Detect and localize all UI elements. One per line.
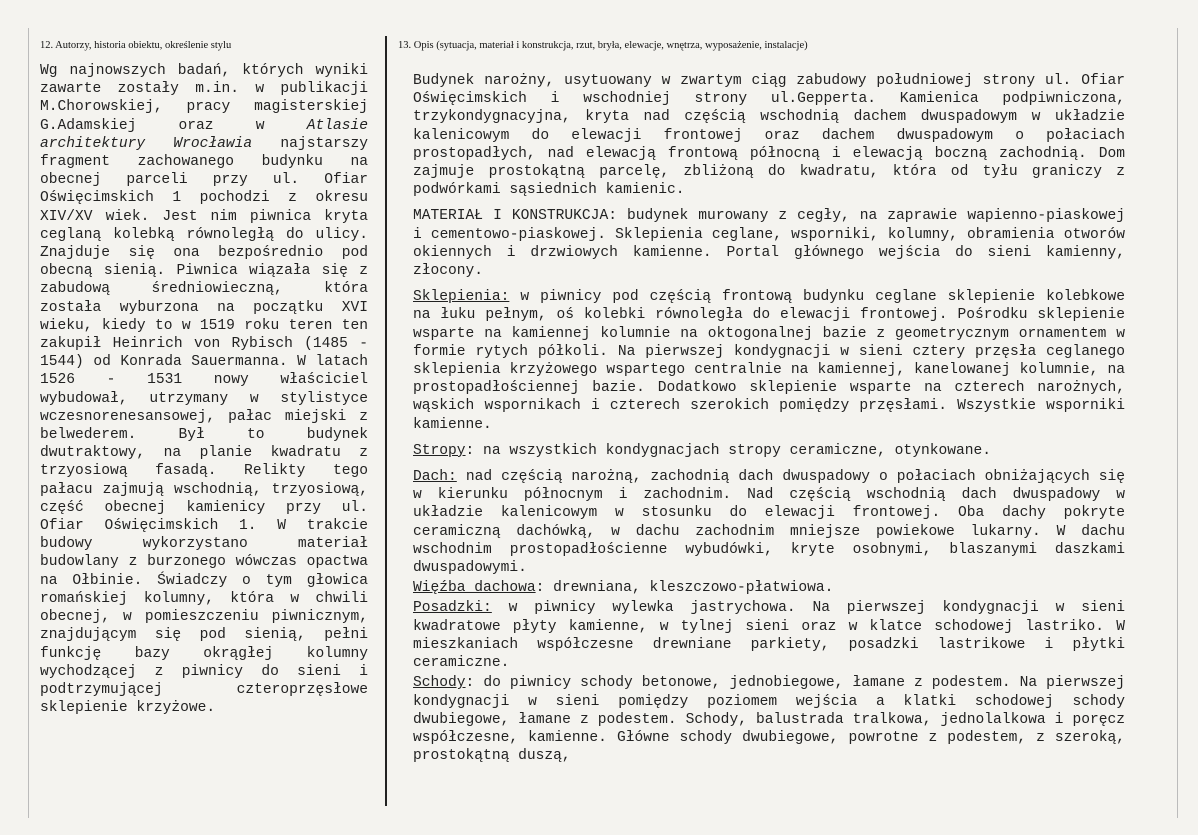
stairs-label: Schody	[413, 675, 466, 692]
description-material: MATERIAŁ I KONSTRUKCJA: budynek murowany z cegły, na zaprawie wapienno-piaskowej i cementowo-piaskowej. Sklepienia ceglane, wsporniki, kolumny, obramienia otworów okiennych i drzwiowych kamienne. Portal głównego wejścia do sieni kamienny, złocony.	[413, 208, 1125, 280]
vaults-label: Sklepienia:	[413, 289, 510, 306]
section-13-heading: 13. Opis (sytuacja, materiał i konstrukcja, rzut, bryła, elewacje, wnętrza, wyposażenie, instalacje)	[398, 40, 808, 51]
description-vaults	[413, 288, 1125, 434]
history-paragraph	[40, 62, 368, 717]
section-12-heading: 12. Autorzy, historia obiektu, określenie stylu	[40, 40, 232, 51]
floors-text: w piwnicy wylewka jastrychowa. Na pierwszej kondygnacji w sieni kwadratowe płyty kamienne, w tylnej sieni oraz w klatce schodowej lastriko. W mieszkaniach współczesne drewniane parkiety, posadzki lastrikowe i płytki ceramiczne.	[413, 600, 1125, 672]
description-column	[413, 72, 1125, 767]
vaults-text: w piwnicy pod częścią frontową budynku ceglane sklepienie kolebkowe na łuku pełnym, oś kolebki równoległa do elewacji frontowej. Pośrodku sklepienie wsparte na kamiennej kolumnie na oktogonalnej bazie z geometrycznym ornamentem w formie rytych półkoli. Na pierwszej kondygnacji w sieni cztery przęsła ceglanego sklepienia krzyżowego wspartego centralnie na kamiennej, kanelowanej kolumnie, na prostopadłościennej bazie. Dodatkowo sklepienie wsparte na czterech narożnych, wąskich wspornikach i czterech szerokich pomiędzy przęsłami. Wszystkie wsporniki kamienne.	[413, 289, 1125, 433]
truss-text: : drewniana, kleszczowo-płatwiowa.	[535, 580, 834, 597]
description-floors	[413, 599, 1125, 672]
history-text-start: Wg najnowszych badań, których wyniki zawarte zostały m.in. w publikacji M.Chorowskiej, pracy magisterskiej G.Adamskiej oraz w	[40, 63, 368, 134]
description-truss	[413, 579, 1125, 597]
roof-text: nad częścią narożną, zachodnią dach dwuspadowy o połaciach obniżających się w kierunku północnym i zachodnim. Nad częścią wschodnią dach dwuspadowy w układzie kalenicowym w stosunku do elewacji frontowej. Oba dachy pokryte ceramiczną dachówką, w dachu zachodnim mniejsze powiekowe lukarny. W dachu wschodnim prostopadłościenne wybudówki, kryte osobnymi, blaszanymi daszkami dwuspadowymi.	[413, 469, 1125, 577]
description-ceilings	[413, 442, 1125, 460]
history-atlas-title: Atlasie architektury Wrocławia	[40, 117, 368, 152]
stairs-text: : do piwnicy schody betonowe, jednobiegowe, łamane z podestem. Na pierwszej kondygnacji w sieni pomiędzy poziomem wejścia a klatki schodowej schody dwubiegowe, łamane z podestem. Schody, balustrada tralkowa, jednolalkowa i poręcz współczesne, kamienne. Główne schody dwubiegowe, powrotne z podestem, z szeroką, prostokątną duszą,	[413, 675, 1125, 765]
history-text-end: najstarszy fragment zachowanego budynku na obecnej parceli przy ul. Ofiar Oświęcimskich 1 pochodzi z okresu XIV/XV wiek. Jest nim piwnica kryta ceglaną kolebką równoległą do ulicy. Znajduje się ona bezpośrednio pod obecną sienią. Piwnica wiązała się z zabudową średniowieczną, która została wyburzona na początku XVI wieku, kiedy to w 1519 roku teren ten zakupił Heinrich von Rybisch (1485 - 1544) od Konrada Sauermanna. W latach 1526 - 1531 nowy właściciel wybudował, utrzymany w stylistyce wczesnorenesansowej, pałac miejski z belwederem. Był to budynek dwutraktowy, na planie kwadratu z trzyosiową fasadą. Relikty tego pałacu zajmują wschodnią, trzyosiową, część obecnej kamienicy przy ul. Ofiar Oświęcimskich 1. W trakcie budowy wykorzystano materiał budowlany z burzonego wówczas opactwa na Ołbinie. Świadczy o tym głowica romańskiej kolumny, która w chwili obecnej, w pomieszczeniu piwnicznym, znajdującym się pod sienią, pełni funkcję bazy okrągłej kolumny wychodzącej z piwnicy do sieni i podtrzymującej czteroprzęsłowe sklepienie krzyżowe.	[40, 135, 368, 717]
description-stairs	[413, 674, 1125, 765]
description-roof	[413, 468, 1125, 577]
floors-label: Posadzki:	[413, 600, 492, 617]
ceilings-label: Stropy	[413, 442, 466, 459]
truss-label: Więźba dachowa	[413, 580, 536, 597]
column-divider	[385, 36, 387, 806]
history-column	[40, 62, 368, 717]
description-situation: Budynek narożny, usytuowany w zwartym ciąg zabudowy południowej strony ul. Ofiar Oświęcimskich i wschodniej strony ul.Gepperta. Kamienica podpiwniczona, trzykondygnacyjna, kryta nad częścią wschodnią dachem dwuspadowym w układzie kalenicowym do elewacji frontowej oraz dachem dwuspadowym o połaciach prostopadłych, nad elewacją frontową północną i elewacją boczną zachodnią. Dom zajmuje prostokątną parcelę, zbliżoną do kwadratu, która od tyłu graniczy z podwórkami sąsiednich kamienic.	[413, 73, 1125, 199]
ceilings-text: : na wszystkich kondygnacjach stropy ceramiczne, otynkowane.	[465, 442, 992, 459]
roof-label: Dach:	[413, 469, 457, 486]
